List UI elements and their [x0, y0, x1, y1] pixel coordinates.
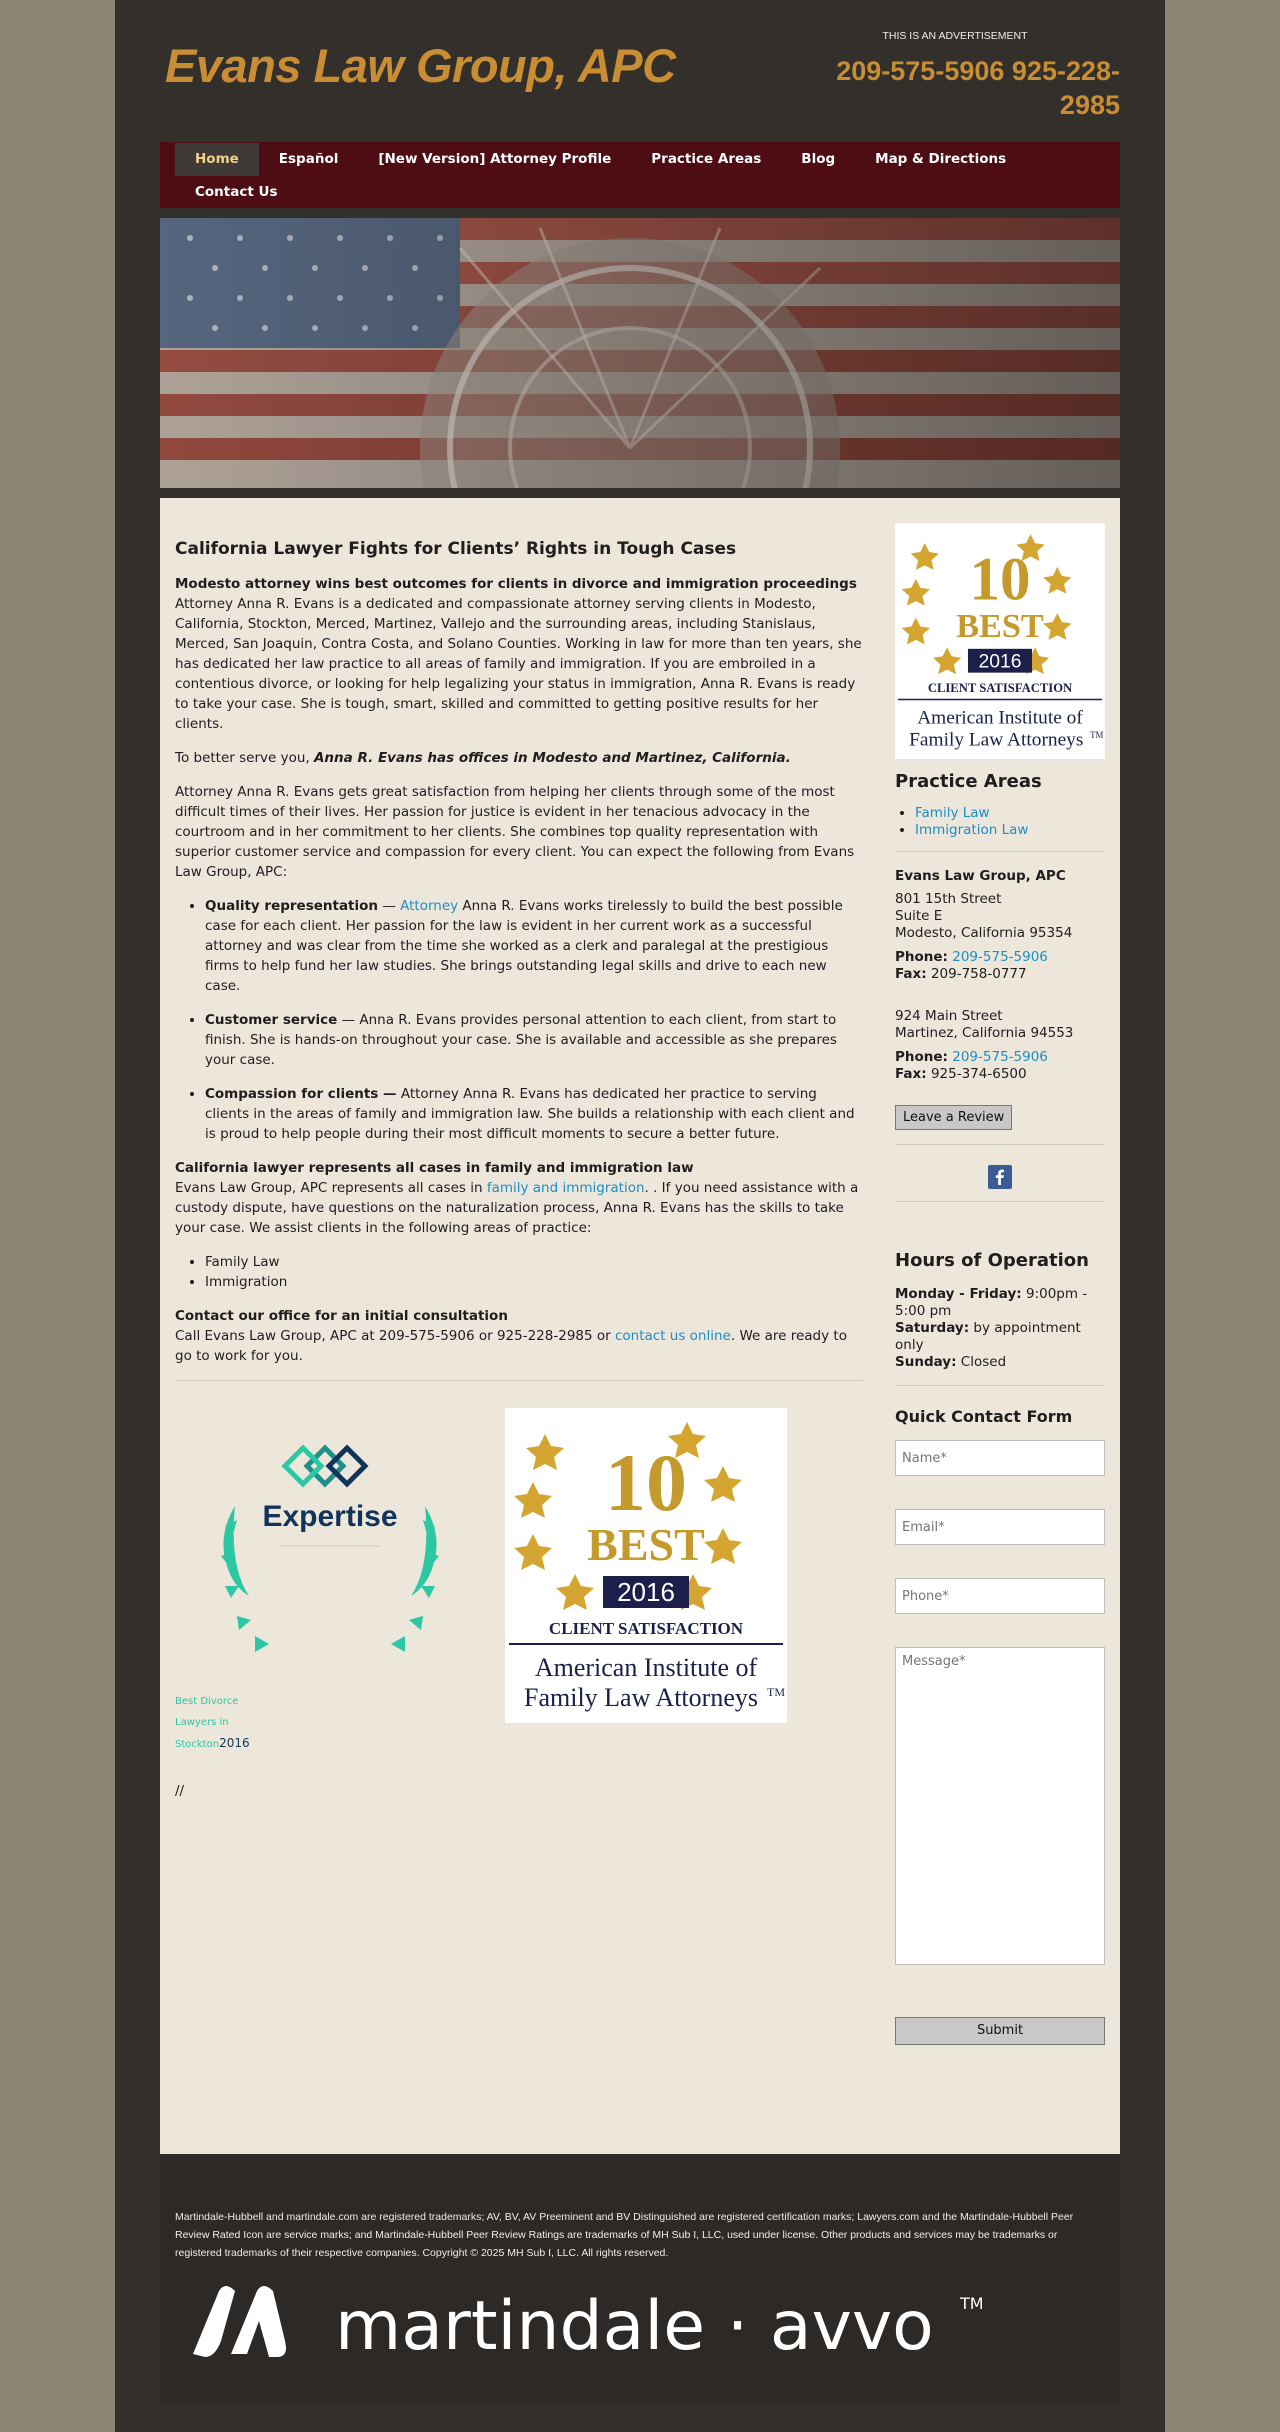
footer-legal-text: Martindale-Hubbell and martindale.com are registered trademarks; AV, BV, AV Preeminent and BV Distinguished are registered certification marks; Lawyers.com and the Martindale-Hubbell Peer Review Rated Icon are service marks; and Martindale-Hubbell Peer Review Ratings are trademarks of MH Sub I, LLC, used under license. Other products and services may be trademarks or registered trademarks of their respective companies. Copyright © 2025 MH Sub I, LLC. All rights reserved.	[175, 2211, 1074, 2259]
list-item	[205, 1084, 863, 1144]
offices-intro: To better serve you,	[175, 750, 314, 766]
main-column	[175, 538, 863, 1799]
satisfaction-paragraph: Attorney Anna R. Evans gets great satisfaction from helping her clients through some of the most difficult times of their lives. Her passion for justice is evident in her tenacious advocacy in the courtroom and in her commitment to her clients. She combines top quality representation with superior customer service and compassion for every client. You can expect the following from Evans Law Group, APC:	[175, 784, 855, 880]
flag-coin-illustration	[160, 218, 1120, 488]
compassion-title: Compassion for clients —	[205, 1086, 397, 1102]
address-line: Modesto, California 95354	[895, 925, 1073, 941]
nav-item-contact-us[interactable]: Contact Us	[195, 184, 278, 200]
fax-label: Fax:	[895, 966, 927, 982]
expertise-word: Expertise	[262, 1500, 398, 1533]
qualities-list	[205, 896, 863, 1144]
award-badge-small[interactable]	[895, 523, 1105, 759]
office1-phone-link[interactable]: 209-575-5906	[952, 949, 1048, 965]
attorney-link[interactable]: Attorney	[400, 898, 459, 914]
sidebar	[895, 523, 1105, 2045]
nav-item-home[interactable]: Home	[175, 143, 259, 176]
award-tm: TM	[767, 1685, 785, 1699]
footer-brand: martindale · avvo	[335, 2287, 934, 2366]
nav-item-attorney-profile[interactable]: [New Version] Attorney Profile	[378, 151, 612, 167]
header-phone-1[interactable]: 209-575-5906	[836, 56, 1005, 86]
section-text: . . If you need assistance with a custody dispute, have questions on the naturalization process, Anna R. Evans has the skills to take your case. We assist clients in the following areas of practice:	[175, 1180, 859, 1236]
family-immigration-paragraph	[175, 1158, 863, 1238]
quality-body: Anna R. Evans works tirelessly to build the best possible case for each client. Her passion for the law is evident in her current work as a successful attorney and was clear from the time she worked as a clerk and paralegal at the prestigious firms to help fund her law studies. She brings outstanding legal skills and drive to each new case.	[205, 898, 843, 994]
address-line: 924 Main Street	[895, 1008, 1003, 1024]
award-best: BEST	[956, 606, 1044, 645]
nav-item-blog[interactable]: Blog	[801, 151, 836, 167]
office2-phone-link[interactable]: 209-575-5906	[952, 1049, 1048, 1065]
badges-row	[175, 1381, 863, 1799]
code-remnant: //	[175, 1783, 185, 1799]
hours-heading: Hours of Operation	[895, 1250, 1089, 1271]
award-badge-large[interactable]	[505, 1408, 787, 1723]
fax-label: Fax:	[895, 1066, 927, 1082]
award-best: BEST	[587, 1519, 705, 1570]
award-number: 10	[605, 1437, 687, 1528]
site-logo[interactable]: Evans Law Group, APC	[165, 39, 676, 92]
award-tm: TM	[1090, 730, 1104, 741]
caption-line: Stockton	[175, 1739, 220, 1750]
award-org-line2: Family Law Attorneys	[524, 1683, 758, 1712]
firm-name: Evans Law Group, APC	[895, 868, 1066, 884]
address-line: Martinez, California 94553	[895, 1025, 1074, 1041]
list-item	[205, 896, 863, 996]
site-header	[160, 0, 1120, 140]
service-body: — Anna R. Evans provides personal attention to each client, from start to finish. She is hands-on throughout your case. She is available and accessible as she prepares your case.	[205, 1012, 837, 1068]
award-org-line2: Family Law Attorneys	[909, 729, 1084, 751]
submit-button[interactable]: Submit	[895, 2017, 1105, 2045]
award-client: CLIENT SATISFACTION	[927, 681, 1073, 696]
divider	[895, 1385, 1105, 1386]
dash-text: —	[378, 898, 401, 914]
compassion-body: Attorney Anna R. Evans has dedicated her practice to serving clients in the areas of family and immigration law. She builds a relationship with each client and is proud to help people during their most difficult moments to secure a better future.	[205, 1086, 855, 1142]
list-item	[915, 805, 1105, 822]
family-law-link[interactable]: Family Law	[915, 805, 990, 821]
hours-time: by appointment only	[895, 1320, 1081, 1353]
leave-review-button[interactable]: Leave a Review	[895, 1105, 1012, 1130]
address-line: Suite E	[895, 908, 943, 924]
office-modesto	[895, 891, 1105, 983]
hours-row	[895, 1354, 1105, 1371]
hours-list	[895, 1286, 1105, 1371]
office-martinez	[895, 1008, 1105, 1083]
nav-item-practice-areas[interactable]: Practice Areas	[651, 151, 762, 167]
hero-banner-image	[160, 218, 1120, 488]
hours-day: Saturday:	[895, 1320, 970, 1336]
phone-input[interactable]	[895, 1578, 1105, 1614]
phone-label: Phone:	[895, 1049, 948, 1065]
header-phones	[820, 54, 1120, 122]
hours-row	[895, 1286, 1105, 1320]
section-heading: Contact our office for an initial consultation	[175, 1308, 508, 1324]
award-seal-icon	[505, 1408, 787, 1723]
fax-number: 925-374-6500	[930, 1066, 1027, 1082]
intro-body: Attorney Anna R. Evans is a dedicated and compassionate attorney serving clients in Modesto, California, Stockton, Merced, Martinez, Vallejo and the surrounding areas, including Stanislaus, Merced, San Joaquin, Contra Costa, and Solano Counties. Working in law for more than ten years, she has dedicated her law practice to all areas of family and immigration. If you are embroiled in a contentious divorce, or looking for help legalizing your status in immigration, Anna R. Evans is ready to take your case. She is tough, smart, skilled and committed to getting positive results for her clients.	[175, 596, 862, 732]
divider	[895, 851, 1105, 852]
expertise-year: 2016	[219, 1736, 250, 1750]
quality-title: Quality representation	[205, 898, 379, 914]
divider	[895, 1144, 1105, 1145]
hours-day: Monday - Friday:	[895, 1286, 1022, 1302]
main-navigation	[160, 142, 1120, 208]
intro-heading: Modesto attorney wins best outcomes for clients in divorce and immigration proceedings	[175, 576, 857, 592]
footer-tm: TM	[960, 2294, 984, 2313]
page-title: California Lawyer Fights for Clients’ Rights in Tough Cases	[175, 539, 737, 559]
contact-form-heading: Quick Contact Form	[895, 1407, 1073, 1426]
practice-areas-list	[205, 1252, 863, 1292]
phone-label: Phone:	[895, 949, 948, 965]
practice-areas-links	[915, 805, 1105, 839]
service-title: Customer service	[205, 1012, 338, 1028]
hours-time: Closed	[956, 1354, 1007, 1370]
expertise-caption[interactable]	[175, 1691, 250, 1755]
family-immigration-link[interactable]: family and immigration	[486, 1180, 645, 1196]
caption-line: Best Divorce	[175, 1696, 239, 1707]
offices-emphasis: Anna R. Evans has offices in Modesto and Martinez, California.	[313, 750, 791, 766]
email-input[interactable]	[895, 1509, 1105, 1545]
content-area	[160, 498, 1120, 2154]
header-phone-2[interactable]: 925-228-2985	[1011, 56, 1120, 120]
nav-item-map-directions[interactable]: Map & Directions	[875, 151, 1007, 167]
hours-day: Sunday:	[895, 1354, 957, 1370]
consultation-paragraph	[175, 1306, 863, 1366]
message-textarea[interactable]	[895, 1647, 1105, 1965]
section-heading: California lawyer represents all cases in family and immigration law	[175, 1160, 694, 1176]
contact-form	[895, 1440, 1105, 2045]
award-seal-icon	[895, 523, 1105, 759]
intro-paragraph	[175, 574, 863, 734]
advertisement-notice: THIS IS AN ADVERTISEMENT	[882, 30, 1028, 42]
award-year: 2016	[978, 650, 1022, 673]
award-client: CLIENT SATISFACTION	[548, 1619, 744, 1638]
nav-item-espanol[interactable]: Español	[278, 151, 339, 167]
award-org-line1: American Institute of	[917, 707, 1083, 729]
section-text: Evans Law Group, APC represents all cases in	[175, 1180, 487, 1196]
contact-online-link[interactable]: contact us online	[614, 1328, 731, 1344]
list-item: • Immigration	[205, 1272, 863, 1292]
fax-number: 209-758-0777	[930, 966, 1027, 982]
address-line: 801 15th Street	[895, 891, 1002, 907]
facebook-container	[895, 1165, 1105, 1189]
immigration-law-link[interactable]: Immigration Law	[915, 822, 1029, 838]
hours-row	[895, 1320, 1105, 1354]
caption-line: Lawyers in	[175, 1717, 229, 1728]
expertise-badge[interactable]	[195, 1436, 465, 1666]
expertise-laurel-icon	[195, 1436, 465, 1666]
martindale-avvo-logo[interactable]	[185, 2279, 985, 2369]
site-footer	[160, 2154, 1120, 2404]
award-number: 10	[969, 546, 1031, 614]
name-input[interactable]	[895, 1440, 1105, 1476]
list-item	[205, 1010, 863, 1070]
page-wrapper	[115, 0, 1165, 2432]
list-item	[915, 822, 1105, 839]
practice-areas-heading: Practice Areas	[895, 771, 1042, 792]
award-org-line1: American Institute of	[534, 1653, 758, 1682]
award-year: 2016	[617, 1577, 675, 1607]
divider	[895, 1201, 1105, 1202]
hours-time: 9:00pm - 5:00 pm	[895, 1286, 1088, 1319]
facebook-icon[interactable]	[988, 1165, 1012, 1189]
offices-paragraph	[175, 748, 863, 768]
martindale-avvo-icon	[185, 2279, 985, 2369]
list-item: • Family Law	[205, 1252, 863, 1272]
section-text: Call Evans Law Group, APC at 209-575-5906 or 925-228-2985 or	[175, 1328, 615, 1344]
section-text: . We are ready to go to work for you.	[175, 1328, 847, 1364]
